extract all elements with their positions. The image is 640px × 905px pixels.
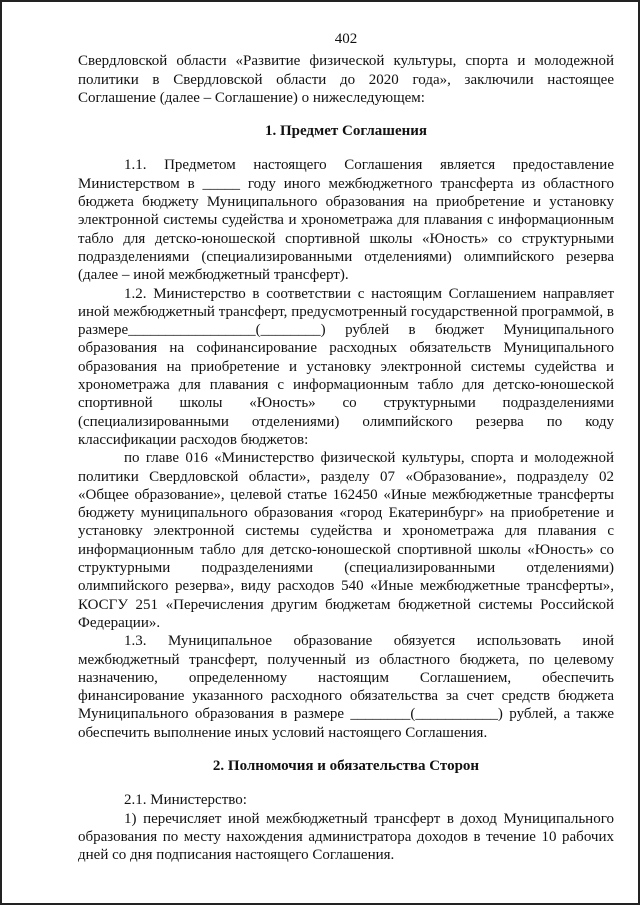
document-body: [78, 30, 614, 864]
page-number: 402: [334, 31, 358, 47]
section-2-title: 2. Полномочия и обязательства Сторон: [212, 757, 480, 774]
clause-1-1: 1.1. Предметом настоящего Соглашения является предоставление Министерством в _____ году иного межбюджетного трансферта из областного бюджета бюджету Муниципального образования на приобретение и установку электронной системы судейства и хронометража для плавания с информационным табло для детско-юношеской спортивной школы «Юность» со структурными подразделениями (специализированными отделениями) олимпийского резерва (далее – иной межбюджетный трансферт).: [78, 157, 614, 284]
clause-1-2: 1.2. Министерство в соответствии с настоящим Соглашением направляет иной межбюджетный трансферт, предусмотренный государственной программой, в размере_________________(________) рублей в бюджет Муниципального образования на софинансирование расходных обязательств Муниципального образования на приобретение и установку электронной системы судейства и хронометража для плавания с информационным табло для детско-юношеской спортивной школы «Юность» со структурными подразделениями (специализированными отделениями) олимпийского резерва по коду классификации расходов бюджетов:: [78, 285, 614, 448]
clause-2-1: 2.1. Министерство:: [124, 792, 247, 809]
intro-paragraph: Свердловской области «Развитие физической культуры, спорта и молодежной политики в Свердловской области до 2020 года», заключили настоящее Соглашение (далее – Соглашение) о нижеследующем:: [78, 53, 614, 106]
clause-2-1-item-1: 1) перечисляет иной межбюджетный трансферт в доход Муниципального образования по месту нахождения администратора доходов в течение 10 рабочих дней со дня подписания настоящего Соглашения.: [78, 810, 614, 864]
clause-1-2-budget-codes: по главе 016 «Министерство физической культуры, спорта и молодежной политики Свердловской области», разделу 07 «Образование», подразделу 02 «Общее образование», целевой статье 162450 «Иные межбюджетные трансферты бюджету муниципального образования «город Екатеринбург» на приобретение и установку электронной системы судейства и хронометража для плавания с информационным табло для детско-юношеской спортивной школы «Юность» со структурными подразделениями (специализированными отделениями) олимпийского резерва», виду расходов 540 «Иные межбюджетные трансферты», КОСГУ 251 «Перечисления другим бюджетам бюджетной системы Российской Федерации».: [78, 450, 614, 631]
section-1-title: 1. Предмет Соглашения: [264, 123, 428, 140]
clause-1-3: 1.3. Муниципальное образование обязуется использовать иной межбюджетный трансферт, полученный из областного бюджета, по целевому назначению, определенному настоящим Соглашением, обеспечить финансирование указанного расходного обязательства за счет средств бюджета Муниципального образования в размере ________(___________) рублей, а также обеспечить выполнение иных условий настоящего Соглашения.: [78, 633, 614, 741]
